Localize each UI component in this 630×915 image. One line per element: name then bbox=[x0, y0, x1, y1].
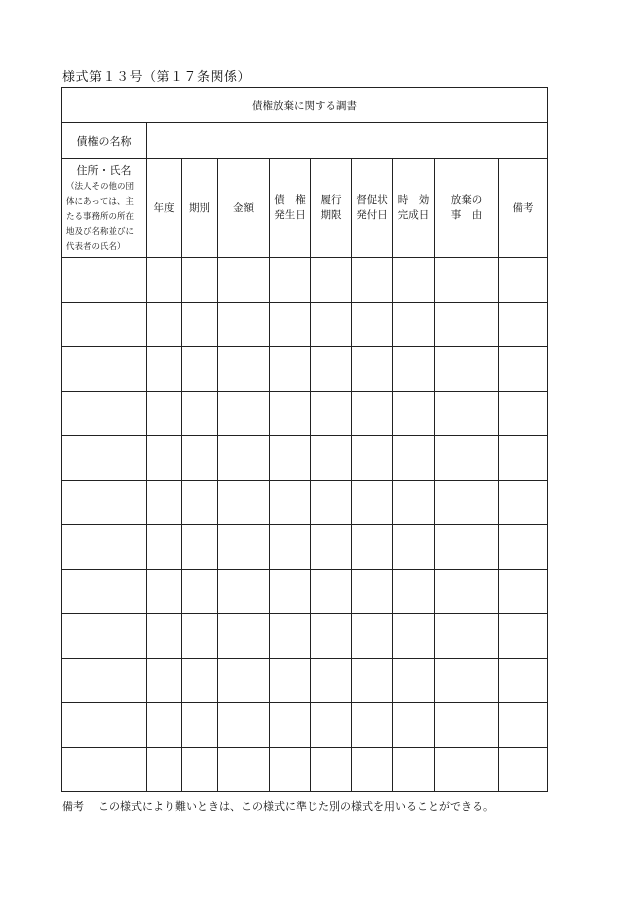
table-cell[interactable] bbox=[499, 480, 548, 525]
table-cell[interactable] bbox=[352, 747, 393, 792]
table-cell[interactable] bbox=[218, 347, 270, 392]
table-cell[interactable] bbox=[435, 747, 499, 792]
table-cell[interactable] bbox=[147, 703, 182, 748]
table-cell[interactable] bbox=[147, 258, 182, 303]
table-cell[interactable] bbox=[182, 302, 218, 347]
table-row bbox=[62, 258, 548, 303]
table-cell[interactable] bbox=[352, 614, 393, 659]
table-row bbox=[62, 480, 548, 525]
table-cell[interactable] bbox=[270, 614, 311, 659]
claim-name-label: 債権の名称 bbox=[62, 123, 147, 159]
table-cell[interactable] bbox=[270, 747, 311, 792]
table-cell[interactable] bbox=[393, 347, 435, 392]
table-cell[interactable] bbox=[435, 347, 499, 392]
table-cell[interactable] bbox=[147, 302, 182, 347]
table-cell[interactable] bbox=[499, 258, 548, 303]
table-cell[interactable] bbox=[352, 436, 393, 481]
form-title: 債権放棄に関する調書 bbox=[62, 88, 548, 123]
table-cell[interactable] bbox=[182, 436, 218, 481]
table-cell[interactable] bbox=[182, 747, 218, 792]
table-cell[interactable] bbox=[435, 302, 499, 347]
table-cell[interactable] bbox=[393, 614, 435, 659]
table-cell[interactable] bbox=[147, 480, 182, 525]
table-cell[interactable] bbox=[147, 436, 182, 481]
table-cell[interactable] bbox=[270, 258, 311, 303]
table-cell[interactable] bbox=[62, 302, 147, 347]
table-row bbox=[62, 747, 548, 792]
table-cell[interactable] bbox=[182, 347, 218, 392]
table-cell[interactable] bbox=[62, 391, 147, 436]
table-cell[interactable] bbox=[352, 658, 393, 703]
table-cell[interactable] bbox=[62, 258, 147, 303]
table-cell[interactable] bbox=[311, 747, 352, 792]
table-cell[interactable] bbox=[499, 391, 548, 436]
claim-name-field[interactable] bbox=[147, 123, 548, 159]
table-cell[interactable] bbox=[218, 391, 270, 436]
table-cell[interactable] bbox=[435, 703, 499, 748]
table-cell[interactable] bbox=[311, 569, 352, 614]
table-cell[interactable] bbox=[62, 436, 147, 481]
table-cell[interactable] bbox=[393, 391, 435, 436]
table-cell[interactable] bbox=[352, 703, 393, 748]
table-cell[interactable] bbox=[270, 703, 311, 748]
table-cell[interactable] bbox=[62, 480, 147, 525]
remarks-note bbox=[62, 798, 494, 814]
table-cell[interactable] bbox=[311, 302, 352, 347]
table-cell[interactable] bbox=[499, 347, 548, 392]
table-cell[interactable] bbox=[218, 703, 270, 748]
table-cell[interactable] bbox=[218, 658, 270, 703]
table-cell[interactable] bbox=[311, 347, 352, 392]
table-cell[interactable] bbox=[270, 436, 311, 481]
table-cell[interactable] bbox=[270, 347, 311, 392]
table-cell[interactable] bbox=[393, 436, 435, 481]
table-cell[interactable] bbox=[435, 391, 499, 436]
table-cell[interactable] bbox=[352, 347, 393, 392]
table-cell[interactable] bbox=[62, 703, 147, 748]
table-cell[interactable] bbox=[393, 703, 435, 748]
table-cell[interactable] bbox=[182, 614, 218, 659]
table-cell[interactable] bbox=[218, 747, 270, 792]
table-cell[interactable] bbox=[182, 525, 218, 570]
table-cell[interactable] bbox=[147, 525, 182, 570]
table-cell[interactable] bbox=[435, 614, 499, 659]
column-header: 金額 bbox=[218, 159, 270, 258]
table-cell[interactable] bbox=[499, 302, 548, 347]
table-cell[interactable] bbox=[270, 391, 311, 436]
table-cell[interactable] bbox=[270, 525, 311, 570]
column-header: 督促状 発付日 bbox=[352, 159, 393, 258]
table-cell[interactable] bbox=[62, 347, 147, 392]
table-cell[interactable] bbox=[182, 569, 218, 614]
table-cell[interactable] bbox=[182, 258, 218, 303]
table-cell[interactable] bbox=[182, 658, 218, 703]
table-cell[interactable] bbox=[352, 302, 393, 347]
table-cell[interactable] bbox=[499, 747, 548, 792]
table-cell[interactable] bbox=[218, 302, 270, 347]
table-cell[interactable] bbox=[435, 436, 499, 481]
table-cell[interactable] bbox=[352, 258, 393, 303]
table-row bbox=[62, 658, 548, 703]
table-cell[interactable] bbox=[435, 658, 499, 703]
table-cell[interactable] bbox=[311, 658, 352, 703]
column-header: 時 効 完成日 bbox=[393, 159, 435, 258]
table-cell[interactable] bbox=[352, 569, 393, 614]
table-cell[interactable] bbox=[435, 258, 499, 303]
table-cell[interactable] bbox=[352, 480, 393, 525]
table-cell[interactable] bbox=[62, 525, 147, 570]
form-table bbox=[61, 87, 548, 792]
remarks-text: この様式により難いときは、この様式に準じた別の様式を用いることができる。 bbox=[98, 800, 494, 813]
table-cell[interactable] bbox=[62, 614, 147, 659]
table-cell[interactable] bbox=[147, 391, 182, 436]
table-cell[interactable] bbox=[393, 658, 435, 703]
table-cell[interactable] bbox=[182, 703, 218, 748]
table-row bbox=[62, 525, 548, 570]
table-cell[interactable] bbox=[218, 480, 270, 525]
table-cell[interactable] bbox=[311, 614, 352, 659]
table-cell[interactable] bbox=[311, 480, 352, 525]
table-cell[interactable] bbox=[218, 569, 270, 614]
table-cell[interactable] bbox=[499, 658, 548, 703]
table-row bbox=[62, 703, 548, 748]
table-cell[interactable] bbox=[435, 525, 499, 570]
table-cell[interactable] bbox=[393, 480, 435, 525]
table-cell[interactable] bbox=[499, 703, 548, 748]
address-header-note: （法人その他の団 体にあっては、主 たる事務所の所在 地及び名称並びに 代表者の氏名） bbox=[66, 181, 135, 252]
table-row bbox=[62, 436, 548, 481]
table-cell[interactable] bbox=[218, 525, 270, 570]
address-name-header bbox=[62, 159, 147, 258]
table-cell[interactable] bbox=[499, 569, 548, 614]
column-header: 債 権 発生日 bbox=[270, 159, 311, 258]
table-cell[interactable] bbox=[311, 436, 352, 481]
table-cell[interactable] bbox=[218, 614, 270, 659]
table-cell[interactable] bbox=[435, 480, 499, 525]
table-cell[interactable] bbox=[182, 391, 218, 436]
table-cell[interactable] bbox=[270, 480, 311, 525]
table-cell[interactable] bbox=[393, 569, 435, 614]
table-cell[interactable] bbox=[218, 436, 270, 481]
table-cell[interactable] bbox=[62, 569, 147, 614]
form-number: 様式第１３号（第１７条関係） bbox=[62, 70, 252, 85]
table-cell[interactable] bbox=[147, 614, 182, 659]
table-cell[interactable] bbox=[499, 525, 548, 570]
table-cell[interactable] bbox=[435, 569, 499, 614]
table-cell[interactable] bbox=[62, 747, 147, 792]
table-row bbox=[62, 614, 548, 659]
table-cell[interactable] bbox=[311, 525, 352, 570]
column-header: 備考 bbox=[499, 159, 548, 258]
table-cell[interactable] bbox=[270, 569, 311, 614]
table-cell[interactable] bbox=[499, 436, 548, 481]
remarks-label: 備考 bbox=[62, 800, 84, 813]
table-row bbox=[62, 391, 548, 436]
column-header: 年度 bbox=[147, 159, 182, 258]
table-cell[interactable] bbox=[62, 658, 147, 703]
table-cell[interactable] bbox=[218, 258, 270, 303]
table-cell[interactable] bbox=[182, 480, 218, 525]
table-cell[interactable] bbox=[270, 658, 311, 703]
table-cell[interactable] bbox=[393, 258, 435, 303]
table-cell[interactable] bbox=[352, 391, 393, 436]
table-row bbox=[62, 302, 548, 347]
table-cell[interactable] bbox=[393, 302, 435, 347]
column-header: 期別 bbox=[182, 159, 218, 258]
table-cell[interactable] bbox=[352, 525, 393, 570]
address-header-main: 住所・氏名 bbox=[76, 163, 132, 177]
table-row bbox=[62, 347, 548, 392]
table-cell[interactable] bbox=[147, 347, 182, 392]
table-cell[interactable] bbox=[147, 658, 182, 703]
table-row bbox=[62, 569, 548, 614]
table-cell[interactable] bbox=[393, 525, 435, 570]
table-cell[interactable] bbox=[147, 747, 182, 792]
table-cell[interactable] bbox=[499, 614, 548, 659]
column-header: 履行 期限 bbox=[311, 159, 352, 258]
table-cell[interactable] bbox=[270, 302, 311, 347]
table-cell[interactable] bbox=[311, 391, 352, 436]
table-cell[interactable] bbox=[393, 747, 435, 792]
column-header: 放棄の 事 由 bbox=[435, 159, 499, 258]
table-cell[interactable] bbox=[147, 569, 182, 614]
table-cell[interactable] bbox=[311, 258, 352, 303]
table-cell[interactable] bbox=[311, 703, 352, 748]
